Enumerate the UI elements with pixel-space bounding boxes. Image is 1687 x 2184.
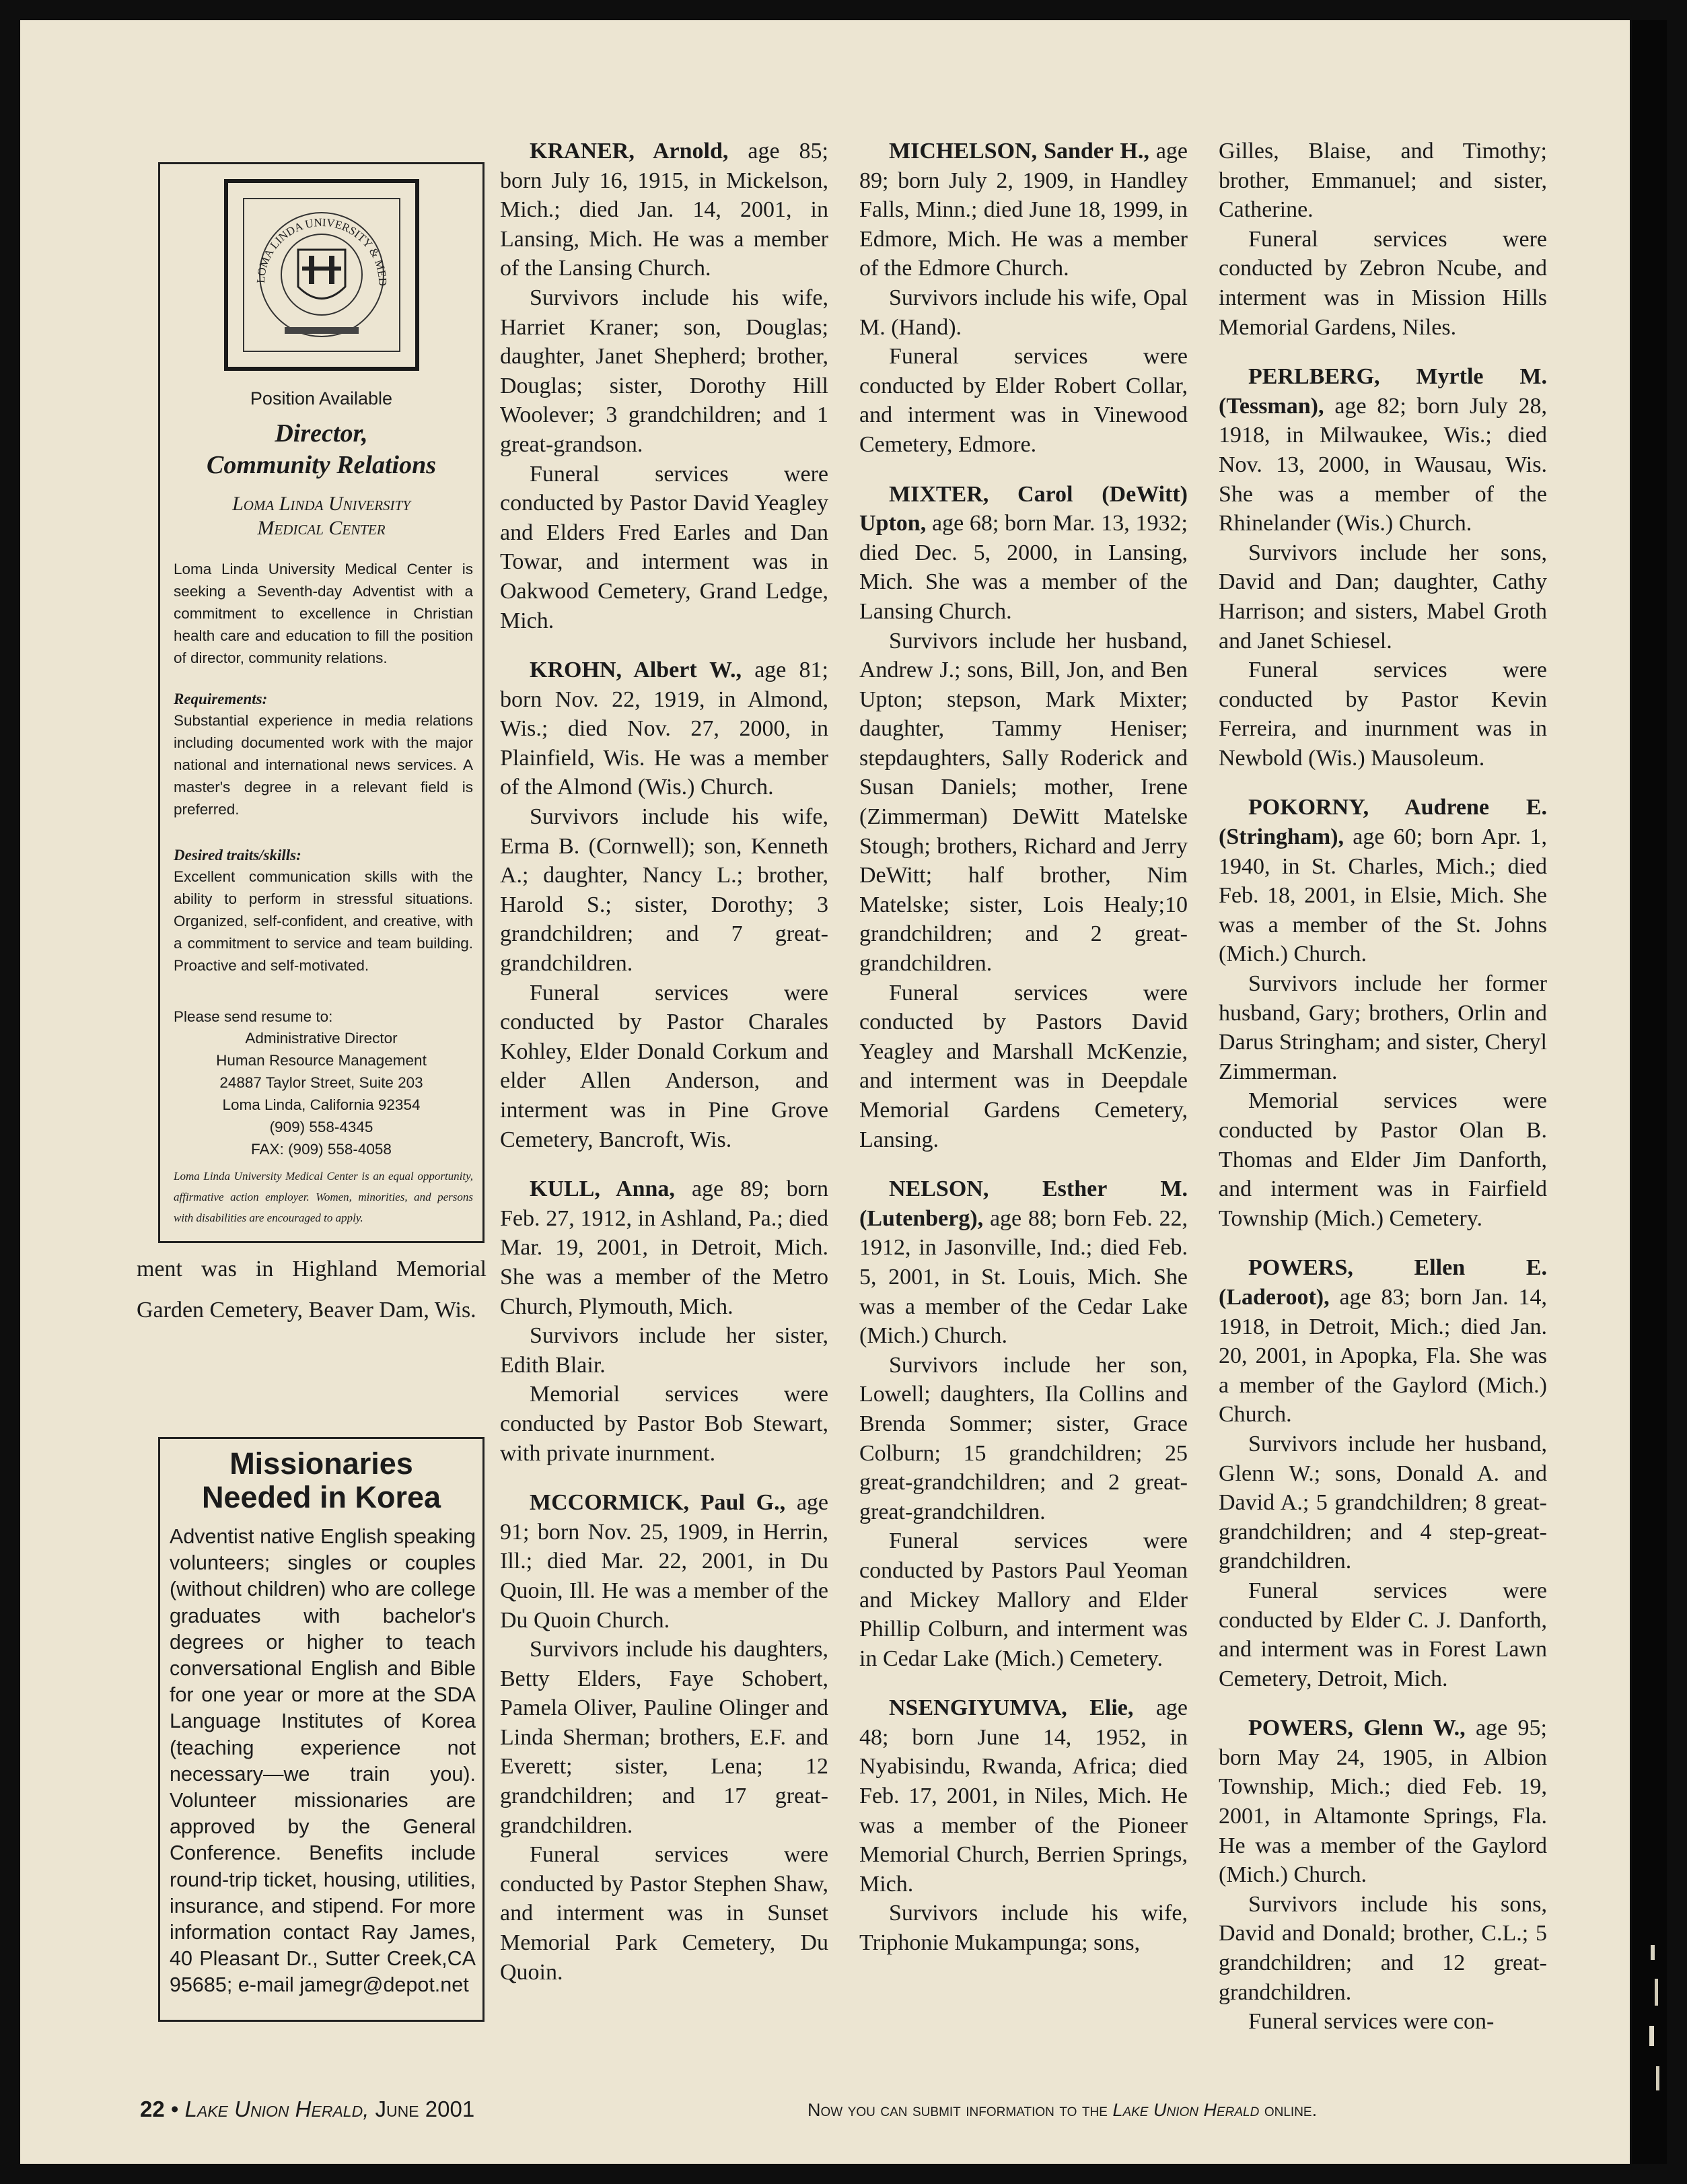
ad-kicker: Position Available (250, 388, 393, 409)
missionaries-advertisement (158, 1437, 484, 2022)
obituary-name: PERLBERG, Myrtle M. (Tessman), (1219, 364, 1547, 419)
obituary-nelson (859, 1174, 1188, 1351)
korea-ad-title-line1: Missionaries (229, 1446, 413, 1481)
obituary-services: Memorial services were conducted by Pastor Bob Stewart, with private inurnment. (500, 1382, 828, 1466)
obituary-services: Memorial services were conducted by Pastor Olan B. Thomas and Elder Jim Danforth, and interment was in Fairfield Township (Mich.) Cemetery. (1219, 1088, 1547, 1231)
job-advertisement (158, 162, 484, 1243)
ad-phone: (909) 558-4345 (269, 1119, 373, 1135)
ad-address-line1: Administrative Director (245, 1030, 398, 1047)
seal-text: LOMA LINDA UNIVERSITY & MED (254, 215, 390, 287)
obituary-name: MCCORMICK, Paul G., (530, 1490, 786, 1516)
scan-edge-flecks (1645, 1938, 1667, 2100)
obituary-kull (500, 1174, 828, 1321)
korea-ad-title-line2: Needed in Korea (201, 1480, 441, 1514)
obituary-services: Funeral services were conducted by Elder Robert Collar, and interment was in Vinewood Cemetery, Edmore. (859, 344, 1188, 457)
obituary-bio: age 48; born June 14, 1952, in Nyabisindu, Rwanda, Africa; died Feb. 17, 2001, in Niles, Mich. He was a member of the Pioneer Memorial Church, Berrien Springs, Mich. (859, 1695, 1188, 1897)
obituary-bio: age 82; born July 28, 1918, in Milwaukee, Wis.; died Nov. 13, 2000, in Wausau, Wis. She was a member of the Rhinelander (Wis.) Church. (1219, 393, 1547, 536)
ad-traits: Excellent communication skills with the ability to perform in stressful situations. Organized, self-confident, and creative, with a commitment to service and team building. Proactive and self-motivated. (174, 868, 473, 974)
obituary-bio: age 81; born Nov. 22, 1919, in Almond, Wis.; died Nov. 27, 2000, in Plainfield, Wis. He was a member of the Almond (Wis.) Church. (500, 658, 828, 800)
obituary-name: MICHELSON, Sander H., (889, 139, 1149, 164)
ad-address-line3: 24887 Taylor Street, Suite 203 (219, 1074, 423, 1091)
obituary-survivors: Survivors include her sister, Edith Blair. (500, 1323, 828, 1378)
obituary-survivors: Survivors include her son, Lowell; daughters, Ila Collins and Brenda Sommer; sister, Grace Colburn; 15 grandchildren; 25 great-grandchildren; and 2 great-great-grandchildren. (859, 1352, 1188, 1524)
obituary-survivors: Survivors include her former husband, Gary; brothers, Orlin and Darus Stringham; and sister, Cheryl Zimmerman. (1219, 971, 1547, 1084)
ad-traits-heading: Desired traits/skills: (174, 847, 301, 864)
issue-date: June 2001 (375, 2097, 475, 2121)
university-seal-icon (244, 199, 399, 351)
obituary-bio: age 91; born Nov. 25, 1909, in Herrin, Ill.; died Mar. 22, 2001, in Du Quoin, Ill. He was a member of the Du Quoin Church. (500, 1490, 829, 1633)
obituary-services: Funeral services were conducted by Pastors Paul Yeoman and Mickey Mallory and Elder Phillip Colburn, and interment was in Cedar Lake (Mich.) Cemetery. (859, 1528, 1188, 1671)
obituary-bio: age 95; born May 24, 1905, in Albion Township, Mich.; died Feb. 19, 2001, in Altamonte Springs, Fla. He was a member of the Gaylord (Mich.) Church. (1219, 1716, 1547, 1888)
continuation-text: ment was in Highland Memorial Garden Cemetery, Beaver Dam, Wis. (137, 1257, 487, 1323)
obituary-kraner (500, 137, 828, 283)
obituary-perlberg (1219, 362, 1547, 538)
obituary-bio: age 60; born Apr. 1, 1940, in St. Charles, Mich.; died Feb. 18, 2001, in Elsie, Mich. She was a member of the St. Johns (Mich.) Church. (1219, 824, 1547, 967)
logo-frame (224, 179, 419, 371)
obituary-survivors: Survivors include his sons, David and Donald; brother, C.L.; 5 grandchildren; and 12 great-grandchildren. (1219, 1891, 1547, 2005)
obituary-services: Funeral services were conducted by Pastors David Yeagley and Marshall McKenzie, and interment was in Deepdale Memorial Gardens Cemetery, Lansing. (859, 980, 1188, 1152)
page-footer-left (140, 2097, 474, 2122)
column-4 (1219, 137, 1547, 2037)
obituary-name: POKORNY, Audrene E. (Stringham), (1219, 795, 1547, 850)
obituary-services: Funeral services were con- (1248, 2009, 1495, 2035)
obituary-survivors: Survivors include his wife, Erma B. (Cornwell); son, Kenneth A.; daughter, Nancy L.; brother, Harold S.; sister, Dorothy; 3 grandchildren; and 7 great-grandchildren. (500, 804, 828, 977)
obituary-name: KRANER, Arnold, (530, 139, 729, 164)
column-3 (859, 137, 1188, 1958)
footer-bullet: • (170, 2097, 179, 2121)
ad-org-line2: Medical Center (257, 517, 386, 539)
obituary-continuation: Gilles, Blaise, and Timothy; brother, Emmanuel; and sister, Catherine. (1219, 139, 1547, 223)
logo-inner-border (243, 198, 400, 352)
obituary-bio: age 89; born Feb. 27, 1912, in Ashland, Pa.; died Mar. 19, 2001, in Detroit, Mich. She was a member of the Metro Church, Plymouth, Mich. (500, 1176, 828, 1319)
obituary-bio: age 68; born Mar. 13, 1932; died Dec. 5, 2000, in Lansing, Mich. She was a member of the Lansing Church. (859, 511, 1188, 624)
publication-name: Lake Union Herald, (184, 2097, 369, 2121)
ad-org-line1: Loma Linda University (232, 493, 410, 515)
obituary-michelson (859, 137, 1188, 283)
obituary-name: NSENGIYUMVA, Elie, (889, 1695, 1134, 1721)
obituary-name: POWERS, Ellen E. (Laderoot), (1219, 1255, 1547, 1310)
footer-notice-publication: Lake Union Herald (1112, 2100, 1260, 2120)
korea-ad-body: Adventist native English speaking volunteers; singles or couples (without children) who are college graduates with bachelor's degrees or higher to teach conversational English and Bible for one year or more at the SDA Language Institutes of Korea (teaching experience not necessary—we train you). Volunteer missionaries are approved by the General Conference. Benefits include round-trip ticket, housing, utilities, insurance, and stipend. For more information contact Ray James, 40 Pleasant Dr., Sutter Creek,CA 95685; e-mail jamegr@depot.net (170, 1525, 476, 1997)
obituary-services: Funeral services were conducted by Pastor Stephen Shaw, and interment was in Sunset Memorial Park Cemetery, Du Quoin. (500, 1842, 828, 1985)
obituary-powers-glenn (1219, 1714, 1547, 1890)
column-2 (500, 137, 828, 1987)
obituary-mccormick (500, 1488, 828, 1635)
obituary-bio: age 89; born July 2, 1909, in Handley Falls, Minn.; died June 18, 1999, in Edmore, Mich. He was a member of the Edmore Church. (859, 139, 1188, 281)
obituary-name: POWERS, Glenn W., (1248, 1716, 1466, 1741)
obituary-name: KROHN, Albert W., (530, 658, 742, 683)
obituary-bio: age 83; born Jan. 14, 1918, in Detroit, Mich.; died Jan. 20, 2001, in Apopka, Fla. She was a member of the Gaylord (Mich.) Church. (1219, 1284, 1548, 1428)
page-number: 22 (140, 2097, 165, 2121)
obituary-powers-ellen (1219, 1253, 1547, 1430)
obituary-mixter (859, 480, 1188, 627)
ad-title-line1: Director, (275, 419, 368, 448)
column-1-continuation (137, 1248, 487, 1331)
obituary-krohn (500, 656, 828, 802)
obituary-survivors: Survivors include his wife, Opal M. (Hand). (859, 285, 1188, 340)
obituary-services: Funeral services were conducted by Pastor Kevin Ferreira, and inurnment was in Newbold (Wis.) Mausoleum. (1219, 658, 1547, 771)
obituary-bio: age 85; born July 16, 1915, in Mickelson, Mich.; died Jan. 14, 2001, in Lansing, Mich. He was a member of the Lansing Church. (500, 139, 828, 281)
ad-eeo-statement: Loma Linda University Medical Center is an equal opportunity, affirmative action employer. Women, minorities, and persons with disabilities are encouraged to apply. (174, 1170, 473, 1224)
obituary-survivors: Survivors include his wife, Harriet Kraner; son, Douglas; daughter, Janet Shepherd; brother, Douglas; sister, Dorothy Hill Woolever; 3 grandchildren; and 1 great-grandson. (500, 285, 828, 457)
obituary-survivors: Survivors include his wife, Triphonie Mukampunga; sons, (859, 1901, 1188, 1956)
page-footer-right (807, 2100, 1317, 2121)
ad-title-line2: Community Relations (206, 451, 437, 479)
obituary-services: Funeral services were conducted by Pastor David Yeagley and Elders Fred Earles and Dan Towar, and interment was in Oakwood Cemetery, Grand Ledge, Mich. (500, 461, 828, 633)
ad-address-line4: Loma Linda, California 92354 (222, 1096, 421, 1113)
footer-notice-prefix: Now you can submit information to the (807, 2100, 1108, 2120)
obituary-services: Funeral services were conducted by Zebron Ncube, and interment was in Mission Hills Memorial Gardens, Niles. (1219, 226, 1547, 340)
obituary-bio: age 88; born Feb. 22, 1912, in Jasonville, Ind.; died Feb. 5, 2001, in St. Louis, Mich. She was a member of the Cedar Lake (Mich.) Church. (859, 1205, 1188, 1349)
ad-send-to: Please send resume to: (174, 1008, 333, 1025)
ad-requirements: Substantial experience in media relations including documented work with the major national and international news services. A master's degree in a relevant field is preferred. (174, 712, 473, 818)
ad-requirements-heading: Requirements: (174, 691, 268, 707)
obituary-survivors: Survivors include her husband, Andrew J.; sons, Bill, Jon, and Ben Upton; stepson, Mark Mixter; daughter, Tammy Heniser; stepdaughters, Sally Roderick and Susan Daniels; mother, Irene (Zimmerman) DeWitt Matelske Stough; brothers, Richard and Jerry DeWitt; half brother, Nim Matelske; sister, Lois Healy;10 grandchildren; and 2 great-grandchildren. (859, 628, 1188, 977)
obituary-name: MIXTER, Carol (DeWitt) Upton, (859, 481, 1188, 536)
obituary-survivors: Survivors include his daughters, Betty Elders, Faye Schobert, Pamela Oliver, Pauline Olinger and Linda Sherman; brothers, E.F. and Everett; sister, Lena; 12 grandchildren; and 17 great-grandchildren. (500, 1637, 828, 1838)
footer-notice-suffix: online. (1264, 2100, 1318, 2120)
obituary-pokorny (1219, 793, 1547, 969)
korea-ad-title (160, 1447, 482, 1514)
obituary-name: KULL, Anna, (530, 1176, 675, 1202)
ad-intro: Loma Linda University Medical Center is seeking a Seventh-day Adventist with a commitment to excellence in Christian health care and education to fill the position of director, community relations. (174, 561, 473, 666)
obituary-services: Funeral services were conducted by Pastor Charales Kohley, Elder Donald Corkum and elder Allen Anderson, and interment was in Pine Grove Cemetery, Bancroft, Wis. (500, 980, 828, 1152)
obituary-name: NELSON, Esther M. (Lutenberg), (859, 1176, 1188, 1231)
obituary-nsengiyumva (859, 1693, 1188, 1899)
ad-address-line2: Human Resource Management (216, 1052, 427, 1069)
obituary-survivors: Survivors include her husband, Glenn W.; sons, Donald A. and David A.; 5 grandchildren; 8 great-grandchildren; and 4 step-great-grandchildren. (1219, 1431, 1547, 1574)
scan-edge (1632, 20, 1667, 2164)
obituary-services: Funeral services were conducted by Elder C. J. Danforth, and interment was in Forest Lawn Cemetery, Detroit, Mich. (1219, 1578, 1547, 1691)
ad-fax: FAX: (909) 558-4058 (251, 1141, 392, 1158)
obituary-survivors: Survivors include her sons, David and Dan; daughter, Cathy Harrison; and sisters, Mabel Groth and Janet Schiesel. (1219, 540, 1547, 654)
magazine-page (20, 20, 1630, 2164)
